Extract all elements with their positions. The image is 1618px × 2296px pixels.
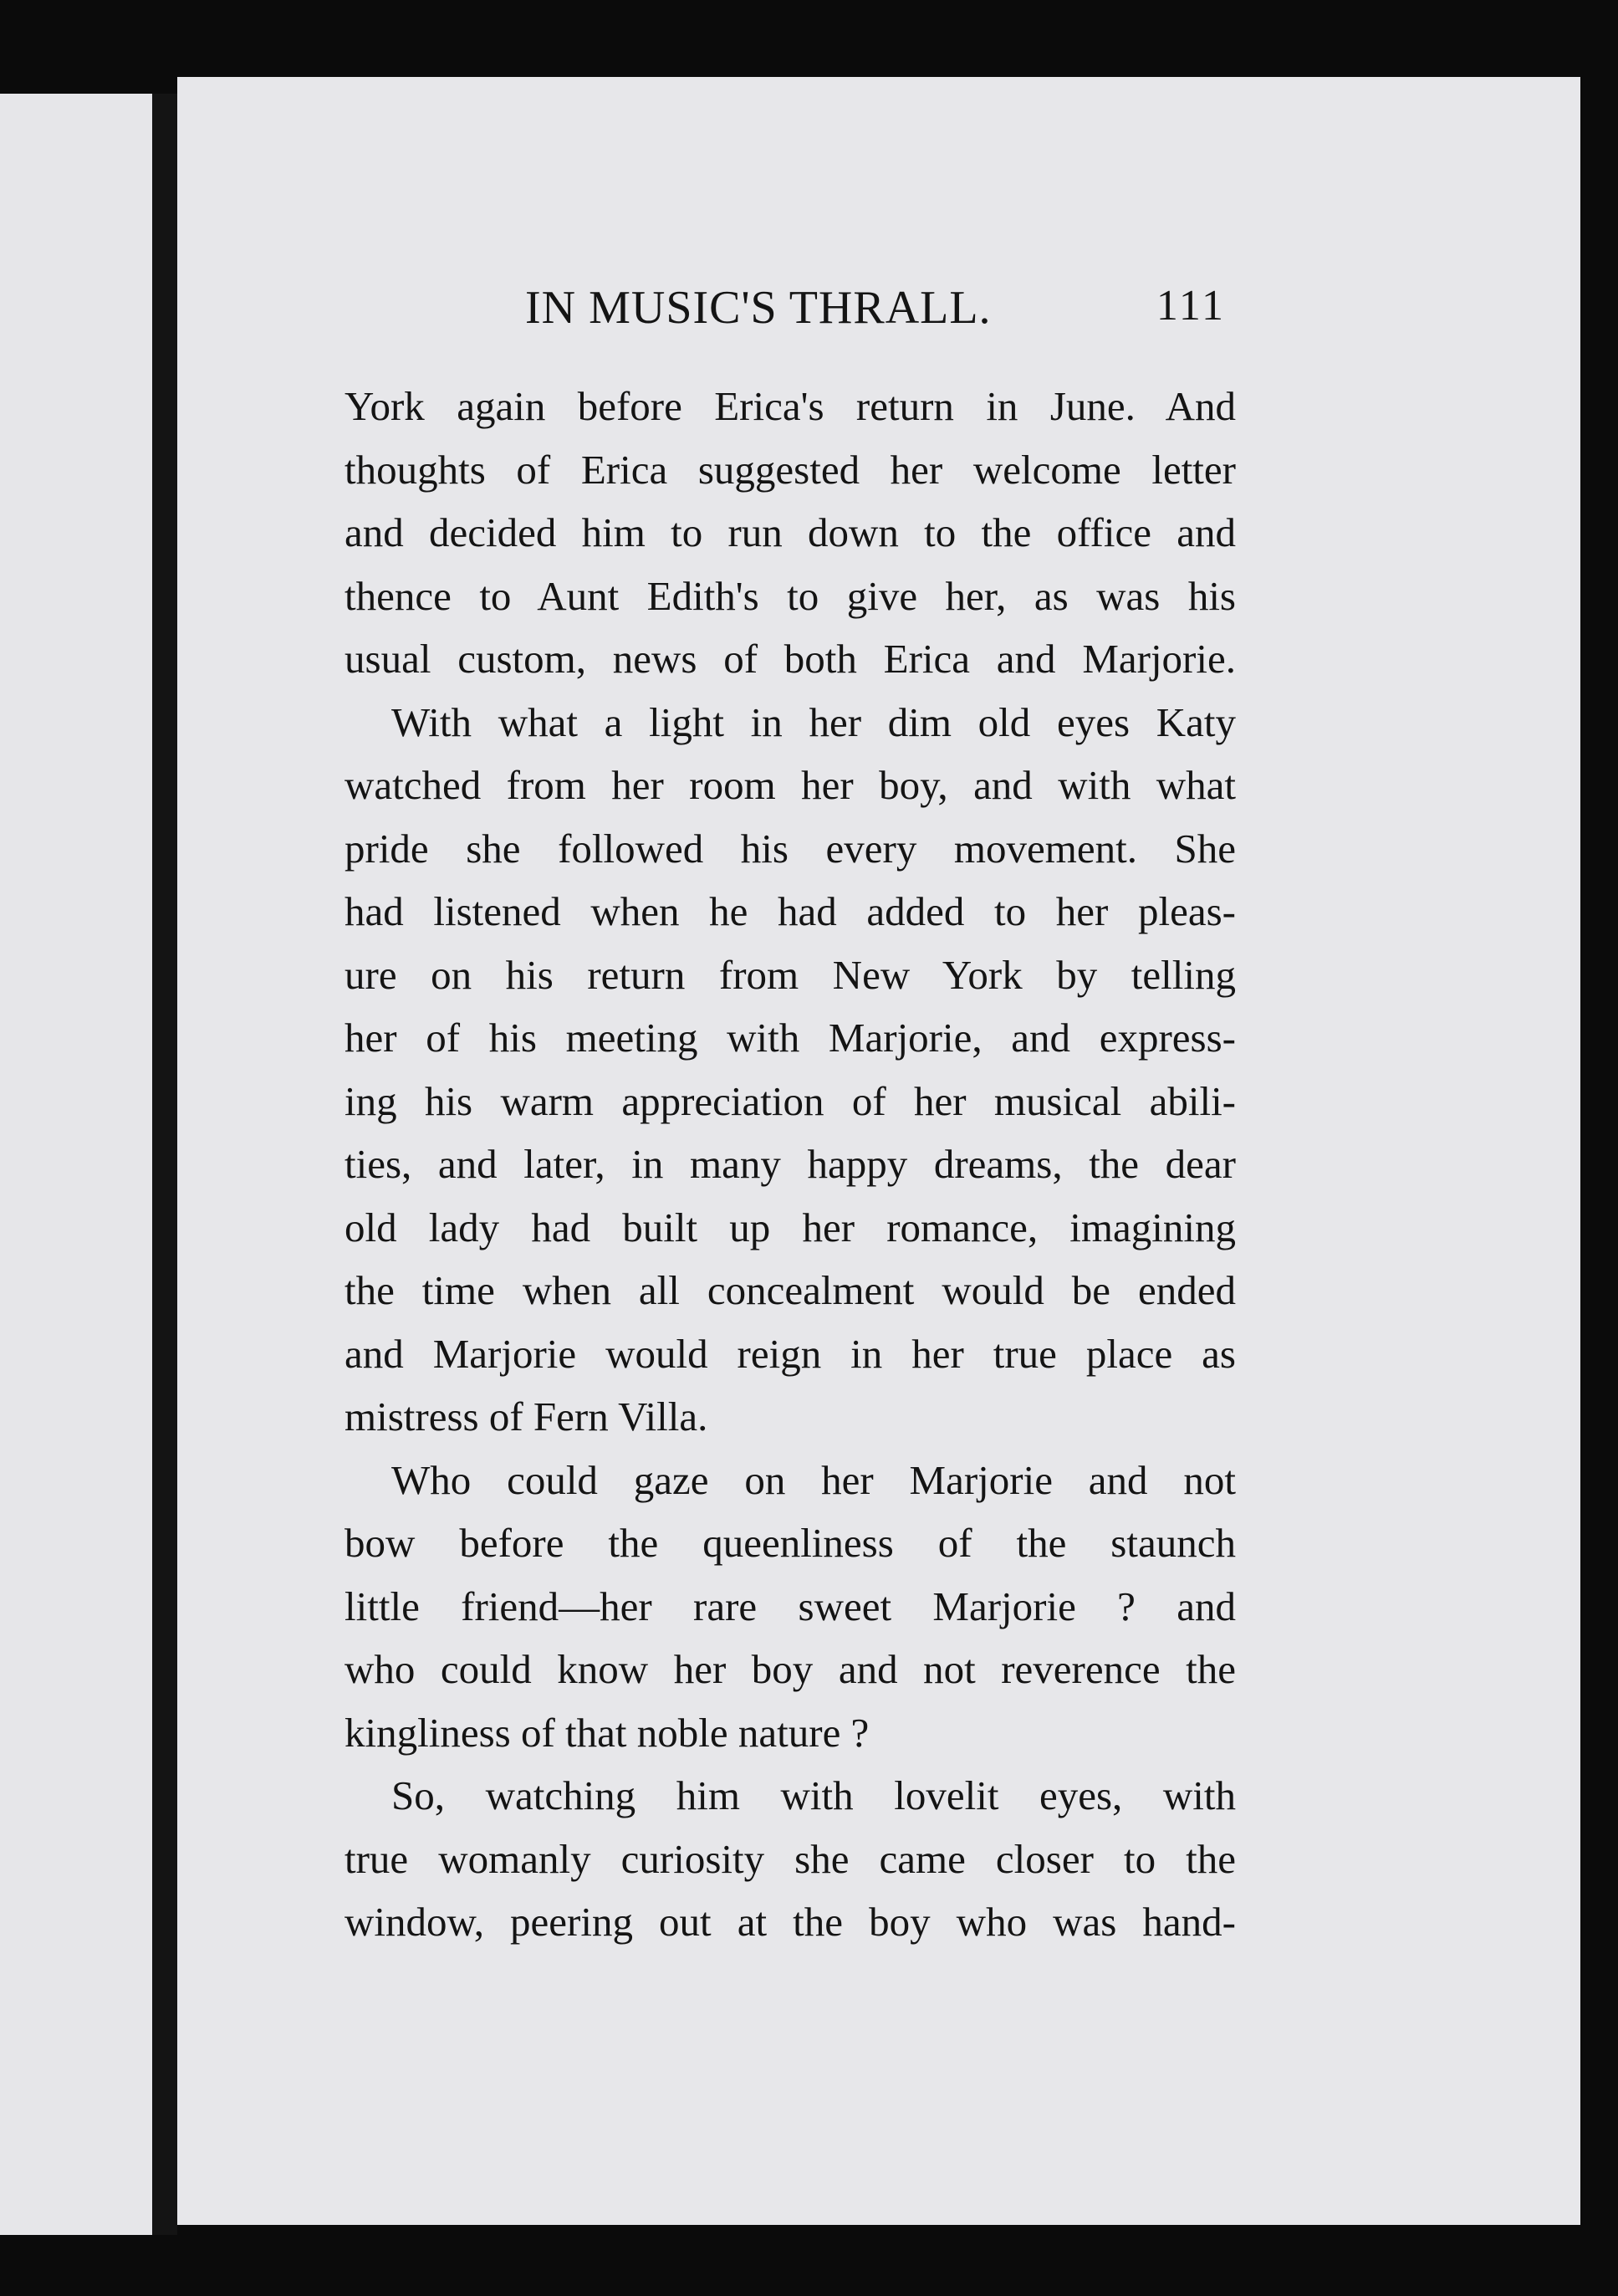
text-line: ties, and later, in many happy dreams, the dear bbox=[345, 1141, 1236, 1187]
binding-gutter bbox=[152, 94, 177, 2235]
text-line: mistress of Fern Villa. bbox=[345, 1393, 708, 1439]
text-line: pride she followed his every movement. She bbox=[345, 825, 1236, 872]
text-line: the time when all concealment would be ended bbox=[345, 1267, 1236, 1313]
text-line: So, watching him with lovelit eyes, with bbox=[391, 1772, 1236, 1818]
text-line: usual custom, news of both Erica and Marjorie. bbox=[345, 636, 1236, 682]
text-line: With what a light in her dim old eyes Katy bbox=[391, 698, 1236, 745]
text-line: kingliness of that noble nature ? bbox=[345, 1709, 870, 1756]
text-line: ing his warm appreciation of her musical abili- bbox=[345, 1077, 1236, 1124]
text-line: her of his meeting with Marjorie, and express- bbox=[345, 1015, 1236, 1061]
text-line: true womanly curiosity she came closer to the bbox=[345, 1835, 1236, 1882]
text-line: window, peering out at the boy who was hand- bbox=[345, 1899, 1236, 1945]
text-line: Who could gaze on her Marjorie and not bbox=[391, 1456, 1236, 1503]
text-line: thence to Aunt Edith's to give her, as was his bbox=[345, 572, 1236, 619]
text-line: had listened when he had added to her pleas- bbox=[345, 888, 1236, 934]
facing-page-edge bbox=[0, 94, 159, 2235]
text-line: old lady had built up her romance, imagining bbox=[345, 1204, 1236, 1250]
text-line: little friend—her rare sweet Marjorie ? and bbox=[345, 1583, 1236, 1629]
text-line: and Marjorie would reign in her true place as bbox=[345, 1330, 1236, 1377]
text-line: who could know her boy and not reverence the bbox=[345, 1646, 1236, 1692]
running-head bbox=[346, 274, 1238, 358]
text-line: bow before the queenliness of the staunch bbox=[345, 1520, 1236, 1566]
text-line: thoughts of Erica suggested her welcome letter bbox=[345, 446, 1236, 493]
body-text bbox=[345, 375, 1236, 1954]
running-title: IN MUSIC'S THRALL. bbox=[525, 282, 992, 334]
text-line: ure on his return from New York by telling bbox=[345, 951, 1236, 998]
text-line: and decided him to run down to the office and bbox=[345, 509, 1236, 555]
text-line: York again before Erica's return in June. And bbox=[345, 383, 1236, 429]
page-number: 111 bbox=[1156, 282, 1226, 330]
text-line: watched from her room her boy, and with what bbox=[345, 762, 1236, 808]
